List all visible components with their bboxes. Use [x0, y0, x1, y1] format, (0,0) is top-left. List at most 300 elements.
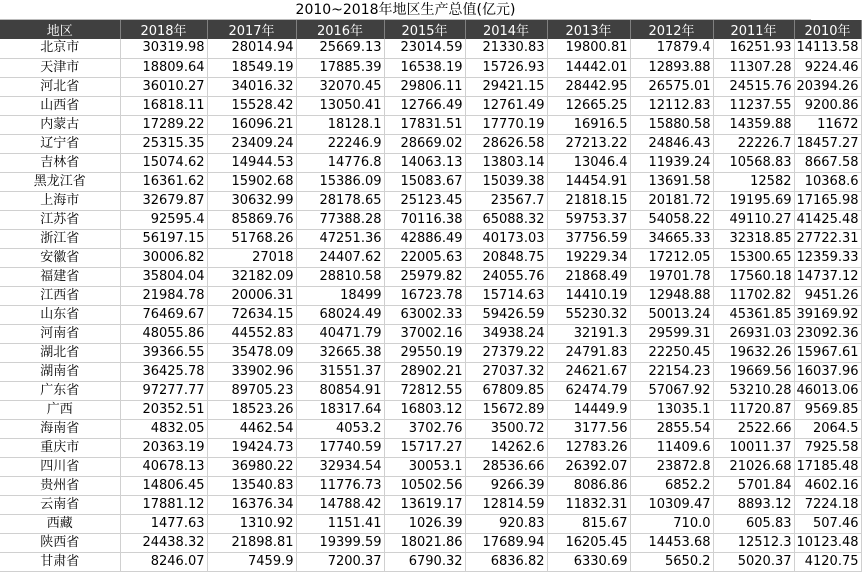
- gdp-value-cell[interactable]: 50013.24: [630, 305, 713, 324]
- gdp-value-cell[interactable]: 8086.86: [547, 476, 630, 495]
- gdp-value-cell[interactable]: 77388.28: [296, 210, 384, 229]
- gdp-value-cell[interactable]: 14944.53: [207, 153, 296, 172]
- gdp-value-cell[interactable]: 21868.49: [547, 267, 630, 286]
- gdp-value-cell[interactable]: 16037.96: [794, 362, 861, 381]
- gdp-value-cell[interactable]: 12893.88: [630, 58, 713, 77]
- gdp-value-cell[interactable]: 18549.19: [207, 58, 296, 77]
- gdp-value-cell[interactable]: 11307.28: [713, 58, 794, 77]
- gdp-value-cell[interactable]: 72634.15: [207, 305, 296, 324]
- gdp-value-cell[interactable]: 40471.79: [296, 324, 384, 343]
- gdp-value-cell[interactable]: 8893.12: [713, 495, 794, 514]
- gdp-value-cell[interactable]: 56197.15: [120, 229, 207, 248]
- column-header-2014[interactable]: 2014年: [465, 20, 547, 39]
- gdp-value-cell[interactable]: 18457.27: [794, 134, 861, 153]
- gdp-value-cell[interactable]: 14454.91: [547, 172, 630, 191]
- region-cell[interactable]: 西藏: [0, 514, 120, 533]
- gdp-value-cell[interactable]: 57067.92: [630, 381, 713, 400]
- table-row: [0, 533, 861, 552]
- gdp-value-cell[interactable]: 3500.72: [465, 419, 547, 438]
- gdp-value-cell[interactable]: 46013.06: [794, 381, 861, 400]
- gdp-value-cell[interactable]: 29550.19: [384, 343, 465, 362]
- gdp-value-cell[interactable]: 37002.16: [384, 324, 465, 343]
- gdp-value-cell[interactable]: 30006.82: [120, 248, 207, 267]
- gdp-value-cell[interactable]: 25979.82: [384, 267, 465, 286]
- gdp-value-cell[interactable]: 63002.33: [384, 305, 465, 324]
- gdp-value-cell[interactable]: 1477.63: [120, 514, 207, 533]
- gdp-value-cell[interactable]: 18499: [296, 286, 384, 305]
- gdp-value-cell[interactable]: 2064.5: [794, 419, 861, 438]
- gdp-value-cell[interactable]: 32182.09: [207, 267, 296, 286]
- gdp-value-cell[interactable]: 33902.96: [207, 362, 296, 381]
- gdp-value-cell[interactable]: 28810.58: [296, 267, 384, 286]
- gdp-value-cell[interactable]: 21026.68: [713, 457, 794, 476]
- gdp-value-cell[interactable]: 27018: [207, 248, 296, 267]
- gdp-value-cell[interactable]: 27037.32: [465, 362, 547, 381]
- gdp-value-cell[interactable]: 14262.6: [465, 438, 547, 457]
- gdp-value-cell[interactable]: 53210.28: [713, 381, 794, 400]
- gdp-value-cell[interactable]: 22154.23: [630, 362, 713, 381]
- gdp-value-cell[interactable]: 1026.39: [384, 514, 465, 533]
- gdp-value-cell[interactable]: 21818.15: [547, 191, 630, 210]
- region-cell[interactable]: 山西省: [0, 96, 120, 115]
- gdp-value-cell[interactable]: 23092.36: [794, 324, 861, 343]
- gdp-value-cell[interactable]: 32318.85: [713, 229, 794, 248]
- region-cell[interactable]: 黑龙江省: [0, 172, 120, 191]
- gdp-value-cell[interactable]: 15039.38: [465, 172, 547, 191]
- gdp-value-cell[interactable]: 10568.83: [713, 153, 794, 172]
- gdp-value-cell[interactable]: 4053.2: [296, 419, 384, 438]
- gdp-value-cell[interactable]: 59426.59: [465, 305, 547, 324]
- gdp-value-cell[interactable]: 13035.1: [630, 400, 713, 419]
- region-cell[interactable]: 山东省: [0, 305, 120, 324]
- gdp-value-cell[interactable]: 20352.51: [120, 400, 207, 419]
- gdp-value-cell[interactable]: 12112.83: [630, 96, 713, 115]
- gdp-value-cell[interactable]: 17740.59: [296, 438, 384, 457]
- gdp-value-cell[interactable]: 12582: [713, 172, 794, 191]
- region-cell[interactable]: 辽宁省: [0, 134, 120, 153]
- gdp-value-cell[interactable]: 14410.19: [547, 286, 630, 305]
- gdp-value-cell[interactable]: 13619.17: [384, 495, 465, 514]
- gdp-value-cell[interactable]: 14359.88: [713, 115, 794, 134]
- gdp-value-cell[interactable]: 16251.93: [713, 39, 794, 58]
- gdp-value-cell[interactable]: 24621.67: [547, 362, 630, 381]
- gdp-value-cell[interactable]: 10502.56: [384, 476, 465, 495]
- region-cell[interactable]: 广东省: [0, 381, 120, 400]
- gdp-value-cell[interactable]: 59753.37: [547, 210, 630, 229]
- gdp-value-cell[interactable]: 15528.42: [207, 96, 296, 115]
- gdp-value-cell[interactable]: 15074.62: [120, 153, 207, 172]
- gdp-value-cell[interactable]: 19701.78: [630, 267, 713, 286]
- gdp-value-cell[interactable]: 23872.8: [630, 457, 713, 476]
- gdp-value-cell[interactable]: 15300.65: [713, 248, 794, 267]
- gdp-value-cell[interactable]: 12948.88: [630, 286, 713, 305]
- gdp-value-cell[interactable]: 44552.83: [207, 324, 296, 343]
- region-cell[interactable]: 内蒙古: [0, 115, 120, 134]
- gdp-value-cell[interactable]: 24055.76: [465, 267, 547, 286]
- gdp-value-cell[interactable]: 72812.55: [384, 381, 465, 400]
- gdp-value-cell[interactable]: 20363.19: [120, 438, 207, 457]
- gdp-value-cell[interactable]: 97277.77: [120, 381, 207, 400]
- gdp-value-cell[interactable]: 7200.37: [296, 552, 384, 571]
- gdp-value-cell[interactable]: 19424.73: [207, 438, 296, 457]
- gdp-value-cell[interactable]: 27379.22: [465, 343, 547, 362]
- gdp-value-cell[interactable]: 17689.94: [465, 533, 547, 552]
- gdp-value-cell[interactable]: 26575.01: [630, 77, 713, 96]
- gdp-value-cell[interactable]: 28669.02: [384, 134, 465, 153]
- gdp-value-cell[interactable]: 15714.63: [465, 286, 547, 305]
- gdp-value-cell[interactable]: 5020.37: [713, 552, 794, 571]
- gdp-value-cell[interactable]: 67809.85: [465, 381, 547, 400]
- gdp-value-cell[interactable]: 16916.5: [547, 115, 630, 134]
- gdp-value-cell[interactable]: 32191.3: [547, 324, 630, 343]
- region-cell[interactable]: 四川省: [0, 457, 120, 476]
- region-cell[interactable]: 陕西省: [0, 533, 120, 552]
- table-row: [0, 324, 861, 343]
- gdp-value-cell[interactable]: 14449.9: [547, 400, 630, 419]
- region-cell[interactable]: 福建省: [0, 267, 120, 286]
- region-cell[interactable]: 甘肃省: [0, 552, 120, 571]
- gdp-value-cell[interactable]: 9451.26: [794, 286, 861, 305]
- gdp-value-cell[interactable]: 18021.86: [384, 533, 465, 552]
- gdp-value-cell[interactable]: 51768.26: [207, 229, 296, 248]
- gdp-value-cell[interactable]: 21898.81: [207, 533, 296, 552]
- gdp-value-cell[interactable]: 28536.66: [465, 457, 547, 476]
- gdp-value-cell[interactable]: 22250.45: [630, 343, 713, 362]
- gdp-value-cell[interactable]: 23014.59: [384, 39, 465, 58]
- gdp-value-cell[interactable]: 49110.27: [713, 210, 794, 229]
- gdp-value-cell[interactable]: 3177.56: [547, 419, 630, 438]
- gdp-value-cell[interactable]: 54058.22: [630, 210, 713, 229]
- gdp-value-cell[interactable]: 36980.22: [207, 457, 296, 476]
- gdp-value-cell[interactable]: 20006.31: [207, 286, 296, 305]
- gdp-value-cell[interactable]: 24407.62: [296, 248, 384, 267]
- region-cell[interactable]: 江苏省: [0, 210, 120, 229]
- gdp-value-cell[interactable]: 14063.13: [384, 153, 465, 172]
- gdp-value-cell[interactable]: 6790.32: [384, 552, 465, 571]
- gdp-value-cell[interactable]: 17165.98: [794, 191, 861, 210]
- gdp-value-cell[interactable]: 32934.54: [296, 457, 384, 476]
- gdp-value-cell[interactable]: 710.0: [630, 514, 713, 533]
- gdp-value-cell[interactable]: 16361.62: [120, 172, 207, 191]
- table-row: [0, 134, 861, 153]
- gdp-value-cell[interactable]: 19229.34: [547, 248, 630, 267]
- gdp-value-cell[interactable]: 11237.55: [713, 96, 794, 115]
- gdp-value-cell[interactable]: 19800.81: [547, 39, 630, 58]
- gdp-value-cell[interactable]: 507.46: [794, 514, 861, 533]
- gdp-value-cell[interactable]: 42886.49: [384, 229, 465, 248]
- gdp-value-cell[interactable]: 28014.94: [207, 39, 296, 58]
- gdp-value-cell[interactable]: 9569.85: [794, 400, 861, 419]
- gdp-value-cell[interactable]: 15726.93: [465, 58, 547, 77]
- column-header-2012[interactable]: 2012年: [630, 20, 713, 39]
- gdp-value-cell[interactable]: 89705.23: [207, 381, 296, 400]
- gdp-value-cell[interactable]: 14788.42: [296, 495, 384, 514]
- gdp-value-cell[interactable]: 13046.4: [547, 153, 630, 172]
- gdp-value-cell[interactable]: 16376.34: [207, 495, 296, 514]
- gdp-value-cell[interactable]: 17831.51: [384, 115, 465, 134]
- region-cell[interactable]: 江西省: [0, 286, 120, 305]
- gdp-value-cell[interactable]: 11720.87: [713, 400, 794, 419]
- gdp-value-cell[interactable]: 16818.11: [120, 96, 207, 115]
- region-cell[interactable]: 上海市: [0, 191, 120, 210]
- gdp-value-cell[interactable]: 4832.05: [120, 419, 207, 438]
- gdp-value-cell[interactable]: 39169.92: [794, 305, 861, 324]
- gdp-value-cell[interactable]: 27213.22: [547, 134, 630, 153]
- gdp-value-cell[interactable]: 29599.31: [630, 324, 713, 343]
- region-cell[interactable]: 浙江省: [0, 229, 120, 248]
- gdp-value-cell[interactable]: 17881.12: [120, 495, 207, 514]
- region-cell[interactable]: 吉林省: [0, 153, 120, 172]
- gdp-value-cell[interactable]: 29421.15: [465, 77, 547, 96]
- gdp-value-cell[interactable]: 21984.78: [120, 286, 207, 305]
- gdp-value-cell[interactable]: 4120.75: [794, 552, 861, 571]
- column-header-2016[interactable]: 2016年: [296, 20, 384, 39]
- gdp-value-cell[interactable]: 36425.78: [120, 362, 207, 381]
- gdp-value-cell[interactable]: 26931.03: [713, 324, 794, 343]
- gdp-value-cell[interactable]: 24846.43: [630, 134, 713, 153]
- gdp-value-cell[interactable]: 605.83: [713, 514, 794, 533]
- gdp-value-cell[interactable]: 17560.18: [713, 267, 794, 286]
- gdp-value-cell[interactable]: 1310.92: [207, 514, 296, 533]
- gdp-value-cell[interactable]: 11939.24: [630, 153, 713, 172]
- gdp-value-cell[interactable]: 22226.7: [713, 134, 794, 153]
- gdp-value-cell[interactable]: 2522.66: [713, 419, 794, 438]
- gdp-value-cell[interactable]: 14806.45: [120, 476, 207, 495]
- gdp-value-cell[interactable]: 41425.48: [794, 210, 861, 229]
- gdp-value-cell[interactable]: 6852.2: [630, 476, 713, 495]
- gdp-value-cell[interactable]: 28902.21: [384, 362, 465, 381]
- gdp-value-cell[interactable]: 15717.27: [384, 438, 465, 457]
- gdp-value-cell[interactable]: 12359.33: [794, 248, 861, 267]
- gdp-value-cell[interactable]: 14442.01: [547, 58, 630, 77]
- gdp-value-cell[interactable]: 22246.9: [296, 134, 384, 153]
- gdp-value-cell[interactable]: 8667.58: [794, 153, 861, 172]
- gdp-value-cell[interactable]: 12766.49: [384, 96, 465, 115]
- gdp-value-cell[interactable]: 70116.38: [384, 210, 465, 229]
- gdp-value-cell[interactable]: 22005.63: [384, 248, 465, 267]
- gdp-value-cell[interactable]: 11702.82: [713, 286, 794, 305]
- gdp-value-cell[interactable]: 45361.85: [713, 305, 794, 324]
- gdp-value-cell[interactable]: 10368.6: [794, 172, 861, 191]
- gdp-value-cell[interactable]: 68024.49: [296, 305, 384, 324]
- region-cell[interactable]: 天津市: [0, 58, 120, 77]
- gdp-value-cell[interactable]: 19195.69: [713, 191, 794, 210]
- region-cell[interactable]: 海南省: [0, 419, 120, 438]
- table-row: [0, 96, 861, 115]
- gdp-value-cell[interactable]: 48055.86: [120, 324, 207, 343]
- gdp-value-cell[interactable]: 18523.26: [207, 400, 296, 419]
- gdp-value-cell[interactable]: 16205.45: [547, 533, 630, 552]
- region-cell[interactable]: 河南省: [0, 324, 120, 343]
- column-header-2018[interactable]: 2018年: [120, 20, 207, 39]
- gdp-value-cell[interactable]: 36010.27: [120, 77, 207, 96]
- gdp-value-cell[interactable]: 20848.75: [465, 248, 547, 267]
- table-row: [0, 267, 861, 286]
- gdp-value-cell[interactable]: 65088.32: [465, 210, 547, 229]
- gdp-value-cell[interactable]: 9266.39: [465, 476, 547, 495]
- gdp-value-cell[interactable]: 13803.14: [465, 153, 547, 172]
- gdp-value-cell[interactable]: 11672: [794, 115, 861, 134]
- gdp-value-cell[interactable]: 20394.26: [794, 77, 861, 96]
- gdp-value-cell[interactable]: 17770.19: [465, 115, 547, 134]
- gdp-value-cell[interactable]: 12761.49: [465, 96, 547, 115]
- gdp-value-cell[interactable]: 7459.9: [207, 552, 296, 571]
- gdp-value-cell[interactable]: 12512.3: [713, 533, 794, 552]
- gdp-value-cell[interactable]: 14113.58: [794, 39, 861, 58]
- gdp-value-cell[interactable]: 17185.48: [794, 457, 861, 476]
- gdp-value-cell[interactable]: 85869.76: [207, 210, 296, 229]
- gdp-value-cell[interactable]: 5701.84: [713, 476, 794, 495]
- gdp-value-cell[interactable]: 92595.4: [120, 210, 207, 229]
- column-header-2017[interactable]: 2017年: [207, 20, 296, 39]
- gdp-value-cell[interactable]: 21330.83: [465, 39, 547, 58]
- column-header-region[interactable]: 地区: [0, 20, 120, 39]
- gdp-value-cell[interactable]: 16096.21: [207, 115, 296, 134]
- gdp-value-cell[interactable]: 24515.76: [713, 77, 794, 96]
- gdp-value-cell[interactable]: 25123.45: [384, 191, 465, 210]
- gdp-value-cell[interactable]: 30632.99: [207, 191, 296, 210]
- gdp-value-cell[interactable]: 32679.87: [120, 191, 207, 210]
- gdp-value-cell[interactable]: 8246.07: [120, 552, 207, 571]
- gdp-value-cell[interactable]: 10309.47: [630, 495, 713, 514]
- gdp-value-cell[interactable]: 13691.58: [630, 172, 713, 191]
- gdp-value-cell[interactable]: 16538.19: [384, 58, 465, 77]
- gdp-value-cell[interactable]: 76469.67: [120, 305, 207, 324]
- gdp-value-cell[interactable]: 6330.69: [547, 552, 630, 571]
- region-cell[interactable]: 广西: [0, 400, 120, 419]
- gdp-value-cell[interactable]: 12814.59: [465, 495, 547, 514]
- gdp-value-cell[interactable]: 18809.64: [120, 58, 207, 77]
- gdp-value-cell[interactable]: 17212.05: [630, 248, 713, 267]
- region-cell[interactable]: 湖南省: [0, 362, 120, 381]
- gdp-value-cell[interactable]: 40678.13: [120, 457, 207, 476]
- gdp-value-cell[interactable]: 15880.58: [630, 115, 713, 134]
- gdp-value-cell[interactable]: 7224.18: [794, 495, 861, 514]
- gdp-value-cell[interactable]: 23567.7: [465, 191, 547, 210]
- gdp-value-cell[interactable]: 28178.65: [296, 191, 384, 210]
- gdp-value-cell[interactable]: 10011.37: [713, 438, 794, 457]
- gdp-value-cell[interactable]: 34938.24: [465, 324, 547, 343]
- gdp-value-cell[interactable]: 32070.45: [296, 77, 384, 96]
- gdp-value-cell[interactable]: 15083.67: [384, 172, 465, 191]
- gdp-value-cell[interactable]: 17879.4: [630, 39, 713, 58]
- table-row: [0, 514, 861, 533]
- table-row: [0, 305, 861, 324]
- gdp-value-cell[interactable]: 19632.26: [713, 343, 794, 362]
- region-cell[interactable]: 湖北省: [0, 343, 120, 362]
- gdp-value-cell[interactable]: 24438.32: [120, 533, 207, 552]
- gdp-value-cell[interactable]: 24791.83: [547, 343, 630, 362]
- region-cell[interactable]: 河北省: [0, 77, 120, 96]
- region-cell[interactable]: 安徽省: [0, 248, 120, 267]
- gdp-value-cell[interactable]: 20181.72: [630, 191, 713, 210]
- gdp-value-cell[interactable]: 55230.32: [547, 305, 630, 324]
- gdp-value-cell[interactable]: 19669.56: [713, 362, 794, 381]
- gdp-value-cell[interactable]: 14453.68: [630, 533, 713, 552]
- gdp-value-cell[interactable]: 18317.64: [296, 400, 384, 419]
- gdp-value-cell[interactable]: 18128.1: [296, 115, 384, 134]
- gdp-value-cell[interactable]: 4602.16: [794, 476, 861, 495]
- gdp-value-cell[interactable]: 35478.09: [207, 343, 296, 362]
- gdp-value-cell[interactable]: 34016.32: [207, 77, 296, 96]
- region-cell[interactable]: 云南省: [0, 495, 120, 514]
- gdp-value-cell[interactable]: 28626.58: [465, 134, 547, 153]
- gdp-value-cell[interactable]: 15386.09: [296, 172, 384, 191]
- gdp-value-cell[interactable]: 7925.58: [794, 438, 861, 457]
- gdp-value-cell[interactable]: 815.67: [547, 514, 630, 533]
- gdp-value-cell[interactable]: 16803.12: [384, 400, 465, 419]
- table-title: 2010~2018年地区生产总值(亿元): [0, 0, 811, 20]
- gdp-value-cell[interactable]: 23409.24: [207, 134, 296, 153]
- gdp-value-cell[interactable]: 62474.79: [547, 381, 630, 400]
- gdp-value-cell[interactable]: 11832.31: [547, 495, 630, 514]
- region-cell[interactable]: 北京市: [0, 39, 120, 58]
- gdp-value-cell[interactable]: 30053.1: [384, 457, 465, 476]
- gdp-value-cell[interactable]: 6836.82: [465, 552, 547, 571]
- gdp-value-cell[interactable]: 25315.35: [120, 134, 207, 153]
- gdp-value-cell[interactable]: 17289.22: [120, 115, 207, 134]
- gdp-value-cell[interactable]: 37756.59: [547, 229, 630, 248]
- gdp-value-cell[interactable]: 11409.6: [630, 438, 713, 457]
- column-header-2010[interactable]: 2010年: [794, 20, 861, 39]
- region-cell[interactable]: 贵州省: [0, 476, 120, 495]
- gdp-value-cell[interactable]: 2855.54: [630, 419, 713, 438]
- gdp-value-cell[interactable]: 47251.36: [296, 229, 384, 248]
- table-row: [0, 172, 861, 191]
- gdp-value-cell[interactable]: 10123.48: [794, 533, 861, 552]
- gdp-value-cell[interactable]: 26392.07: [547, 457, 630, 476]
- column-header-2015[interactable]: 2015年: [384, 20, 465, 39]
- gdp-value-cell[interactable]: 17885.39: [296, 58, 384, 77]
- column-header-2011[interactable]: 2011年: [713, 20, 794, 39]
- gdp-value-cell[interactable]: 25669.13: [296, 39, 384, 58]
- gdp-value-cell[interactable]: 80854.91: [296, 381, 384, 400]
- gdp-value-cell[interactable]: 9224.46: [794, 58, 861, 77]
- gdp-value-cell[interactable]: 11776.73: [296, 476, 384, 495]
- gdp-value-cell[interactable]: 12665.25: [547, 96, 630, 115]
- gdp-value-cell[interactable]: 30319.98: [120, 39, 207, 58]
- column-header-2013[interactable]: 2013年: [547, 20, 630, 39]
- gdp-value-cell[interactable]: 4462.54: [207, 419, 296, 438]
- gdp-value-cell[interactable]: 32665.38: [296, 343, 384, 362]
- gdp-value-cell[interactable]: 28442.95: [547, 77, 630, 96]
- gdp-value-cell[interactable]: 14737.12: [794, 267, 861, 286]
- gdp-value-cell[interactable]: 12783.26: [547, 438, 630, 457]
- gdp-value-cell[interactable]: 15672.89: [465, 400, 547, 419]
- gdp-value-cell[interactable]: 9200.86: [794, 96, 861, 115]
- gdp-value-cell[interactable]: 35804.04: [120, 267, 207, 286]
- gdp-value-cell[interactable]: 29806.11: [384, 77, 465, 96]
- gdp-value-cell[interactable]: 40173.03: [465, 229, 547, 248]
- gdp-value-cell[interactable]: 27722.31: [794, 229, 861, 248]
- gdp-value-cell[interactable]: 920.83: [465, 514, 547, 533]
- gdp-value-cell[interactable]: 31551.37: [296, 362, 384, 381]
- gdp-value-cell[interactable]: 13540.83: [207, 476, 296, 495]
- gdp-table: [0, 20, 862, 572]
- gdp-value-cell[interactable]: 1151.41: [296, 514, 384, 533]
- gdp-value-cell[interactable]: 13050.41: [296, 96, 384, 115]
- gdp-value-cell[interactable]: 14776.8: [296, 153, 384, 172]
- gdp-value-cell[interactable]: 3702.76: [384, 419, 465, 438]
- gdp-value-cell[interactable]: 5650.2: [630, 552, 713, 571]
- gdp-value-cell[interactable]: 16723.78: [384, 286, 465, 305]
- gdp-value-cell[interactable]: 15902.68: [207, 172, 296, 191]
- gdp-value-cell[interactable]: 39366.55: [120, 343, 207, 362]
- gdp-value-cell[interactable]: 34665.33: [630, 229, 713, 248]
- gdp-value-cell[interactable]: 15967.61: [794, 343, 861, 362]
- region-cell[interactable]: 重庆市: [0, 438, 120, 457]
- gdp-value-cell[interactable]: 19399.59: [296, 533, 384, 552]
